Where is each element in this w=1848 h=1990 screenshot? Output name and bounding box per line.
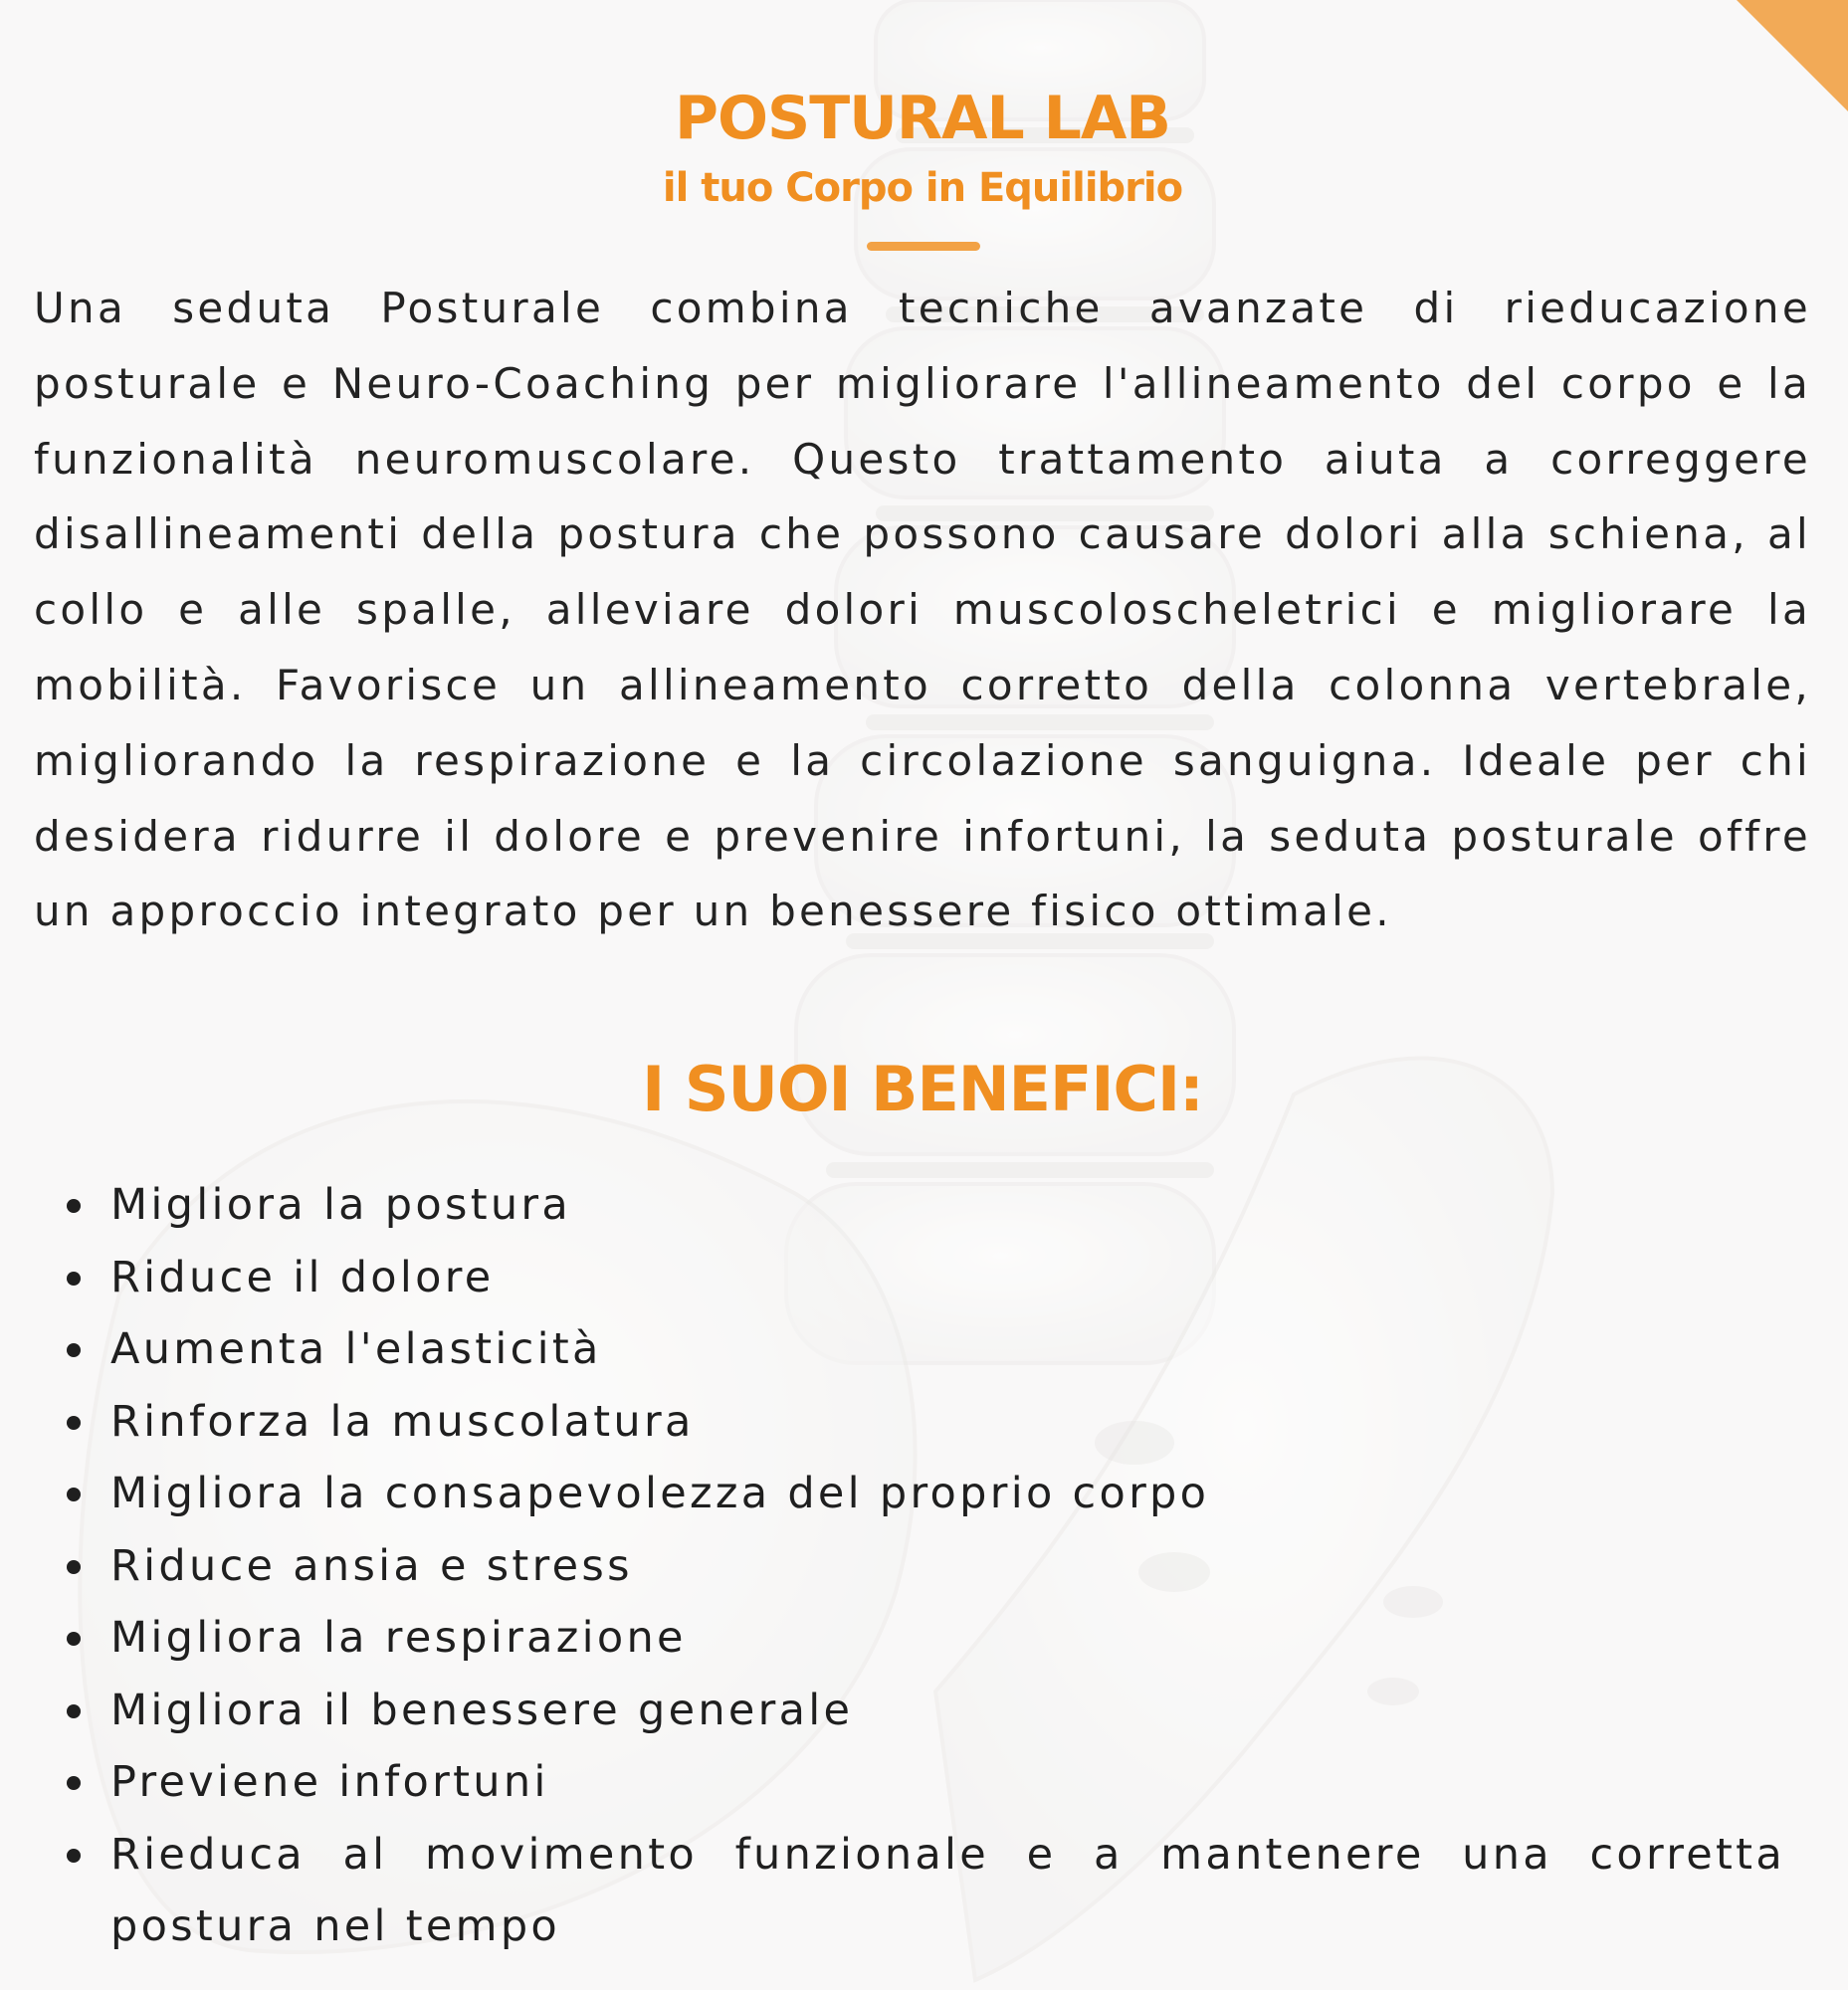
page-subtitle: il tuo Corpo in Equilibrio: [662, 165, 1183, 211]
benefit-text: Riduce il dolore: [110, 1252, 495, 1302]
benefit-text: Previene infortuni: [110, 1757, 549, 1807]
title-divider: [867, 242, 980, 251]
corner-accent: [1737, 0, 1848, 111]
benefit-text: Rinforza la muscolatura: [110, 1396, 695, 1447]
benefit-text: Riduce ansia e stress: [110, 1540, 633, 1591]
bullet-icon: [67, 1199, 81, 1213]
bullet-icon: [67, 1776, 81, 1790]
benefits-heading: I SUOI BENEFICI:: [642, 1053, 1203, 1125]
bullet-icon: [67, 1272, 81, 1286]
list-item: [34, 1458, 1785, 1530]
benefit-text: Migliora la postura: [110, 1180, 572, 1230]
list-item: [34, 1530, 1785, 1603]
page-title: POSTURAL LAB: [675, 84, 1170, 153]
bullet-icon: [67, 1416, 81, 1430]
benefit-text: Migliora la respirazione: [110, 1613, 687, 1663]
bullet-icon: [67, 1704, 81, 1718]
benefit-text: Aumenta l'elasticità: [110, 1324, 602, 1374]
list-item: [34, 1746, 1785, 1819]
list-item: [34, 1169, 1785, 1242]
bullet-icon: [67, 1849, 81, 1863]
bullet-icon: [67, 1488, 81, 1501]
list-item: [34, 1386, 1785, 1459]
bullet-icon: [67, 1343, 81, 1357]
benefits-list: [34, 1169, 1785, 1963]
list-item: [34, 1313, 1785, 1386]
bullet-icon: [67, 1560, 81, 1574]
list-item: [34, 1602, 1785, 1675]
intro-paragraph: Una seduta Posturale combina tecniche avanzate di rieducazione posturale e Neuro-Coaching per migliorare l'allineamento del corpo e la funzionalità neuromuscolare. Questo trattamento aiuta a correggere disallineamenti della postura che possono causare dolori alla schiena, al collo e alle spalle, alleviare dolori muscoloscheletrici e migliorare la mobilità. Favorisce un allineamento corretto della colonna vertebrale, migliorando la respirazione e la circolazione sanguigna. Ideale per chi desidera ridurre il dolore e prevenire infortuni, la seduta posturale offre un approccio integrato per un benessere fisico ottimale.: [34, 284, 1811, 936]
list-item: [34, 1819, 1785, 1963]
list-item: [34, 1675, 1785, 1747]
benefit-text: Rieduca al movimento funzionale e a mantenere una corretta postura nel tempo: [110, 1829, 1785, 1951]
benefit-text: Migliora la consapevolezza del proprio corpo: [110, 1469, 1210, 1518]
bullet-icon: [67, 1632, 81, 1646]
benefit-text: Migliora il benessere generale: [110, 1685, 854, 1735]
list-item: [34, 1242, 1785, 1314]
